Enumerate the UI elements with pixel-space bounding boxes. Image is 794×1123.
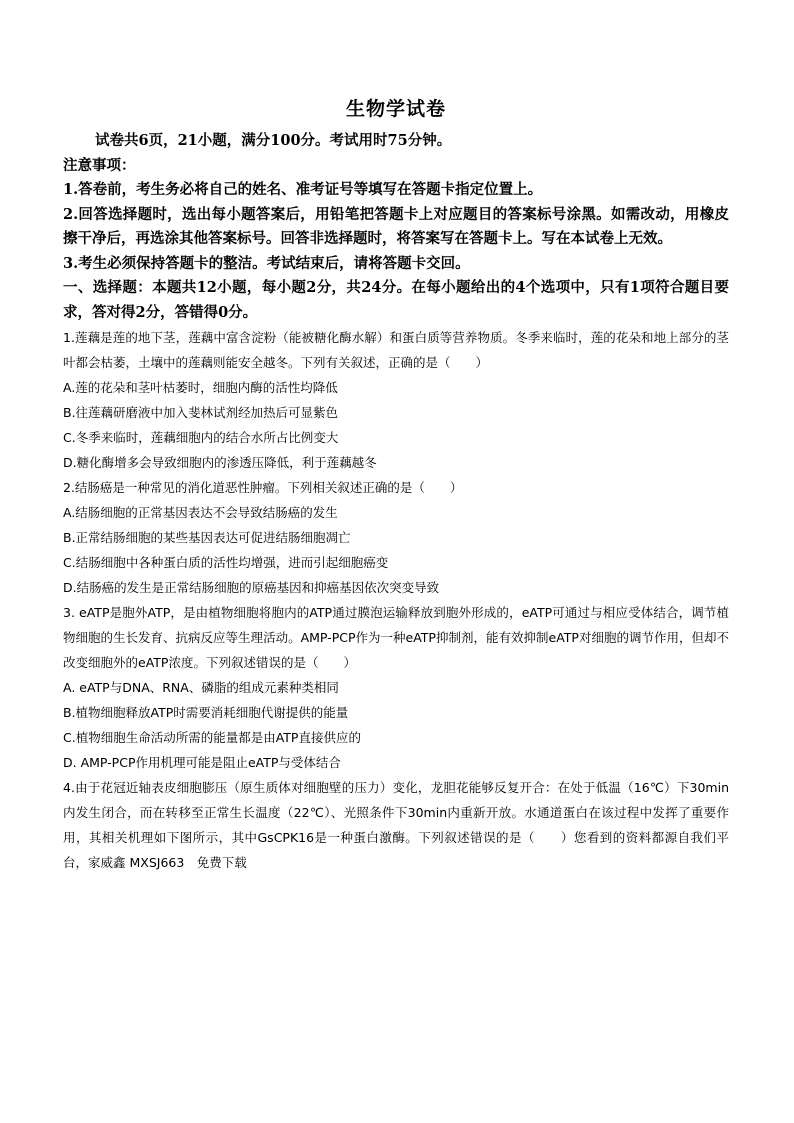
question-stem: 3. eATP是胞外ATP，是由植物细胞将胞内的ATP通过膜泡运输释放到胞外形成的，eATP可通过与相应受体结合，调节植物细胞的生长发育、抗病反应等生理活动。AMP-PCP作为一种eATP抑制剂，能有效抑制eATP对细胞的调节作用，但却不改变细胞外的eATP浓度。下列叙述错误的是（ ） bbox=[63, 605, 729, 670]
section-heading: 一、选择题：本题共12小题，每小题2分，共24分。在每小题给出的4个选项中，只有1项符合题目要求，答对得2分，答错得0分。 bbox=[63, 279, 729, 321]
option-a: A.结肠细胞的正常基因表达不会导致结肠癌的发生 bbox=[63, 505, 338, 520]
exam-page bbox=[63, 95, 729, 875]
exam-intro: 试卷共6页，21小题，满分100分。考试用时75分钟。 bbox=[95, 132, 452, 149]
option-c: C.冬季来临时，莲藕细胞内的结合水所占比例变大 bbox=[63, 430, 339, 445]
option-b: B.正常结肠细胞的某些基因表达可促进结肠细胞凋亡 bbox=[63, 530, 351, 545]
question-2 bbox=[63, 475, 729, 600]
page-title: 生物学试卷 bbox=[345, 98, 446, 120]
question-1 bbox=[63, 325, 729, 475]
option-b: B.植物细胞释放ATP时需要消耗细胞代谢提供的能量 bbox=[63, 705, 349, 720]
option-d: D. AMP-PCP作用机理可能是阻止eATP与受体结合 bbox=[63, 755, 341, 770]
question-4 bbox=[63, 775, 729, 875]
option-b: B.往莲藕研磨液中加入斐林试剂经加热后可显紫色 bbox=[63, 405, 339, 420]
question-3 bbox=[63, 600, 729, 775]
option-c: C.植物细胞生命活动所需的能量都是由ATP直接供应的 bbox=[63, 730, 361, 745]
question-stem: 2.结肠癌是一种常见的消化道恶性肿瘤。下列相关叙述正确的是（ ） bbox=[63, 480, 463, 495]
notice-heading: 注意事项： bbox=[63, 156, 136, 174]
option-c: C.结肠细胞中各种蛋白质的活性均增强，进而引起细胞癌变 bbox=[63, 555, 389, 570]
option-a: A.莲的花朵和茎叶枯萎时，细胞内酶的活性均降低 bbox=[63, 380, 338, 395]
option-a: A. eATP与DNA、RNA、磷脂的组成元素种类相同 bbox=[63, 680, 339, 695]
question-stem: 1.莲藕是莲的地下茎，莲藕中富含淀粉（能被糖化酶水解）和蛋白质等营养物质。冬季来临时，莲的花朵和地上部分的茎叶都会枯萎，土壤中的莲藕则能安全越冬。下列有关叙述，正确的是（ ） bbox=[63, 330, 729, 370]
notice-item-1: 1.答卷前，考生务必将自己的姓名、准考证号等填写在答题卡指定位置上。 bbox=[63, 181, 543, 198]
option-d: D.结肠癌的发生是正常结肠细胞的原癌基因和抑癌基因依次突变导致 bbox=[63, 580, 440, 595]
notice-item-2: 2.回答选择题时，选出每小题答案后，用铅笔把答题卡上对应题目的答案标号涂黑。如需改动，用橡皮擦干净后，再选涂其他答案标号。回答非选择题时，将答案写在答题卡上。写在本试卷上无效。 bbox=[63, 205, 729, 247]
notice-item-3: 3.考生必须保持答题卡的整洁。考试结束后，请将答题卡交回。 bbox=[63, 254, 470, 272]
option-d: D.糖化酶增多会导致细胞内的渗透压降低，利于莲藕越冬 bbox=[63, 455, 377, 470]
question-stem: 4.由于花冠近轴表皮细胞膨压（原生质体对细胞壁的压力）变化，龙胆花能够反复开合：在处于低温（16℃）下30min内发生闭合，而在转移至正常生长温度（22℃）、光照条件下30min内重新开放。水通道蛋白在该过程中发挥了重要作用，其相关机理如下图所示，其中GsCPK16是一种蛋白激酶。下列叙述错误的是（ ）您看到的资料都源自我们平台，家威鑫 MXSJ663 免费下载 bbox=[63, 780, 729, 870]
